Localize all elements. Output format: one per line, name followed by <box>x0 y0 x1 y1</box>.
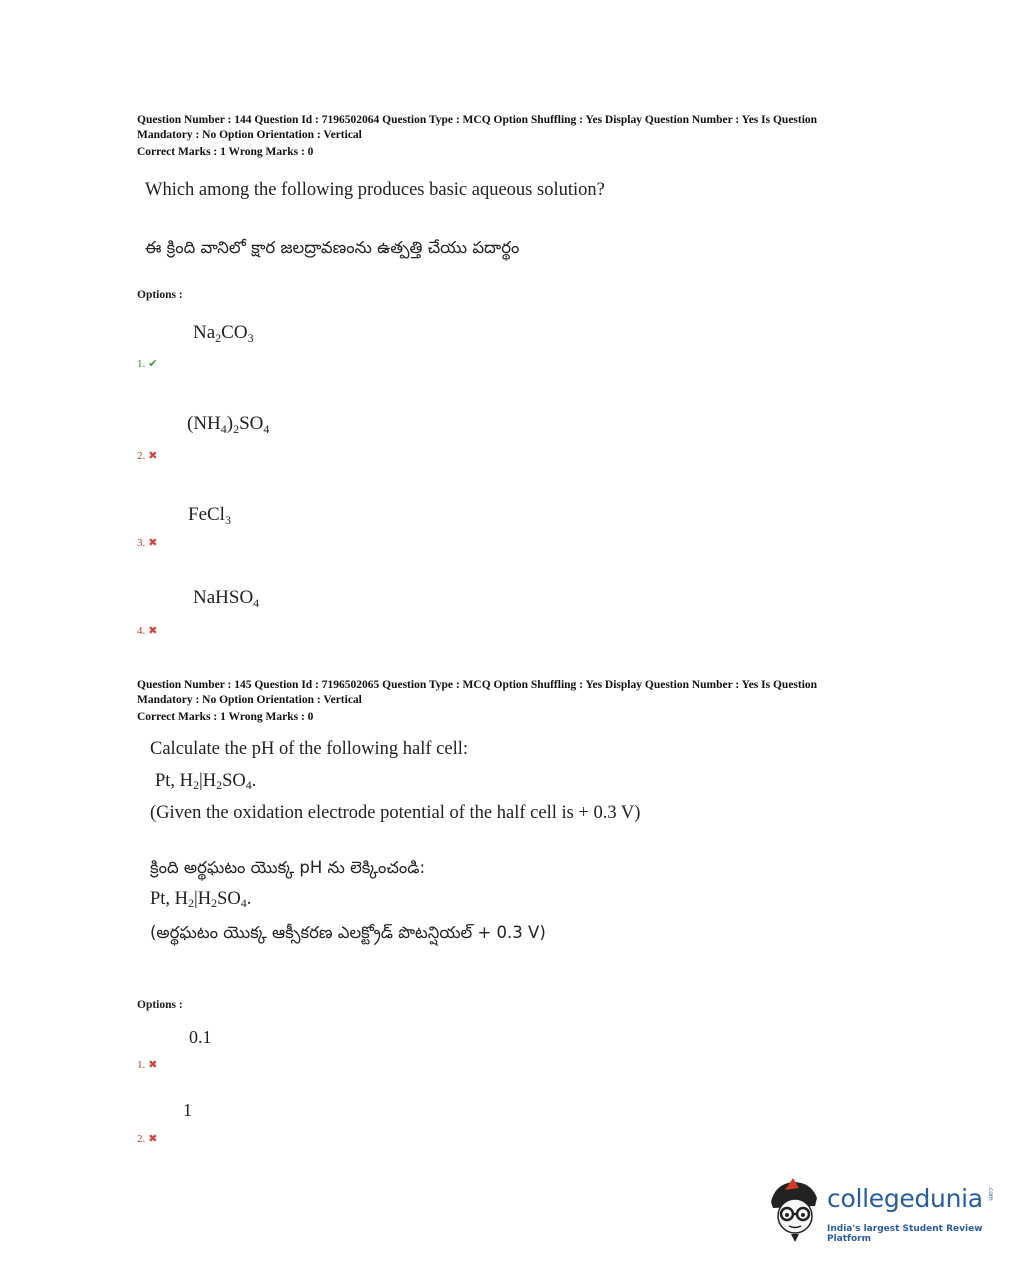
option-number <box>137 1058 157 1071</box>
formula-part: |H <box>194 889 212 909</box>
formula-part: Pt, H <box>155 771 194 791</box>
option-number <box>137 449 157 462</box>
formula-subscript: 2 <box>216 778 223 792</box>
option-formula <box>193 587 259 609</box>
formula-part: SO <box>239 413 264 434</box>
option-number <box>137 624 157 637</box>
mascot-icon <box>765 1176 825 1242</box>
option-formula <box>188 504 231 526</box>
option-number <box>137 536 157 549</box>
formula-part: Na <box>193 322 216 343</box>
options-label: Options : <box>137 289 183 301</box>
option-number-label: 1. <box>137 358 146 370</box>
formula-subscript: 2 <box>211 896 218 910</box>
question-145-half-cell <box>155 771 256 792</box>
option-number-label: 2. <box>137 1133 146 1145</box>
option-number-label: 1. <box>137 1059 146 1071</box>
formula-subscript: 4 <box>263 422 270 436</box>
formula-part: ) <box>226 413 234 434</box>
question-144-text-english: Which among the following produces basic aqueous solution? <box>145 180 605 200</box>
question-145-meta <box>137 678 897 725</box>
formula-subscript: 2 <box>215 331 222 345</box>
formula-subscript: 3 <box>247 331 254 345</box>
option-formula <box>193 322 254 344</box>
formula-subscript: 4 <box>245 778 252 792</box>
meta-line-2: Mandatory : No Option Orientation : Vertical <box>137 129 362 141</box>
option-number-label: 3. <box>137 537 146 549</box>
formula-part: . <box>251 771 257 791</box>
question-145-telugu-line-1: క్రింది అర్థఘటం యొక్క pH ను లెక్కించండి: <box>150 858 426 877</box>
formula-part: FeCl <box>188 504 225 525</box>
question-145-line-1: Calculate the pH of the following half cell: <box>150 739 468 759</box>
option-number <box>137 357 157 370</box>
cross-icon: ✖ <box>148 536 158 549</box>
meta-line-1: Question Number : 144 Question Id : 7196502064 Question Type : MCQ Option Shuffling : Yes Display Question Number : Yes Is Question <box>137 114 818 126</box>
question-145-line-3: (Given the oxidation electrode potential of the half cell is + 0.3 V) <box>150 803 641 823</box>
question-144-text-telugu: ఈ క్రింది వానిలో క్షార జలద్రావణంను ఉత్పత్తి చేయు పదార్థం <box>145 238 520 257</box>
brand-domain: .com <box>987 1186 994 1201</box>
option-value: 0.1 <box>189 1027 212 1047</box>
options-label: Options : <box>137 999 183 1011</box>
formula-part: NaHSO <box>193 587 254 608</box>
cross-icon: ✖ <box>148 1132 158 1145</box>
formula-part: SO <box>222 771 246 791</box>
formula-subscript: 3 <box>224 513 231 527</box>
option-number-label: 4. <box>137 625 146 637</box>
option-number-label: 2. <box>137 450 146 462</box>
formula-subscript: 2 <box>233 422 240 436</box>
option-number <box>137 1132 157 1145</box>
formula-part: |H <box>199 771 217 791</box>
check-icon: ✔ <box>148 357 158 370</box>
cross-icon: ✖ <box>148 1058 158 1071</box>
question-144-meta <box>137 113 897 160</box>
cross-icon: ✖ <box>148 449 158 462</box>
meta-line-2: Mandatory : No Option Orientation : Vertical <box>137 694 362 706</box>
formula-part: (NH <box>187 413 221 434</box>
question-145-telugu-line-3: (అర్థఘటం యొక్క ఆక్సీకరణ ఎలక్ట్రోడ్ పొటన్షియల్ + 0.3 V) <box>150 923 546 942</box>
formula-part: . <box>246 889 252 909</box>
formula-part: SO <box>217 889 241 909</box>
formula-part: CO <box>221 322 248 343</box>
meta-line-1: Question Number : 145 Question Id : 7196502065 Question Type : MCQ Option Shuffling : Yes Display Question Number : Yes Is Question <box>137 679 818 691</box>
formula-subscript: 2 <box>193 778 200 792</box>
formula-subscript: 4 <box>240 896 247 910</box>
formula-subscript: 4 <box>253 596 260 610</box>
brand-tagline: India's largest Student Review Platform <box>827 1224 983 1244</box>
brand-name: collegedunia <box>827 1184 983 1213</box>
formula-subscript: 4 <box>220 422 227 436</box>
collegedunia-logo <box>765 1176 995 1246</box>
option-formula <box>187 413 269 435</box>
meta-line-3: Correct Marks : 1 Wrong Marks : 0 <box>137 711 314 723</box>
question-145-telugu-half-cell <box>150 889 251 910</box>
cross-icon: ✖ <box>148 624 158 637</box>
meta-line-3: Correct Marks : 1 Wrong Marks : 0 <box>137 146 314 158</box>
option-value: 1 <box>183 1100 192 1120</box>
formula-part: Pt, H <box>150 889 189 909</box>
formula-subscript: 2 <box>188 896 195 910</box>
